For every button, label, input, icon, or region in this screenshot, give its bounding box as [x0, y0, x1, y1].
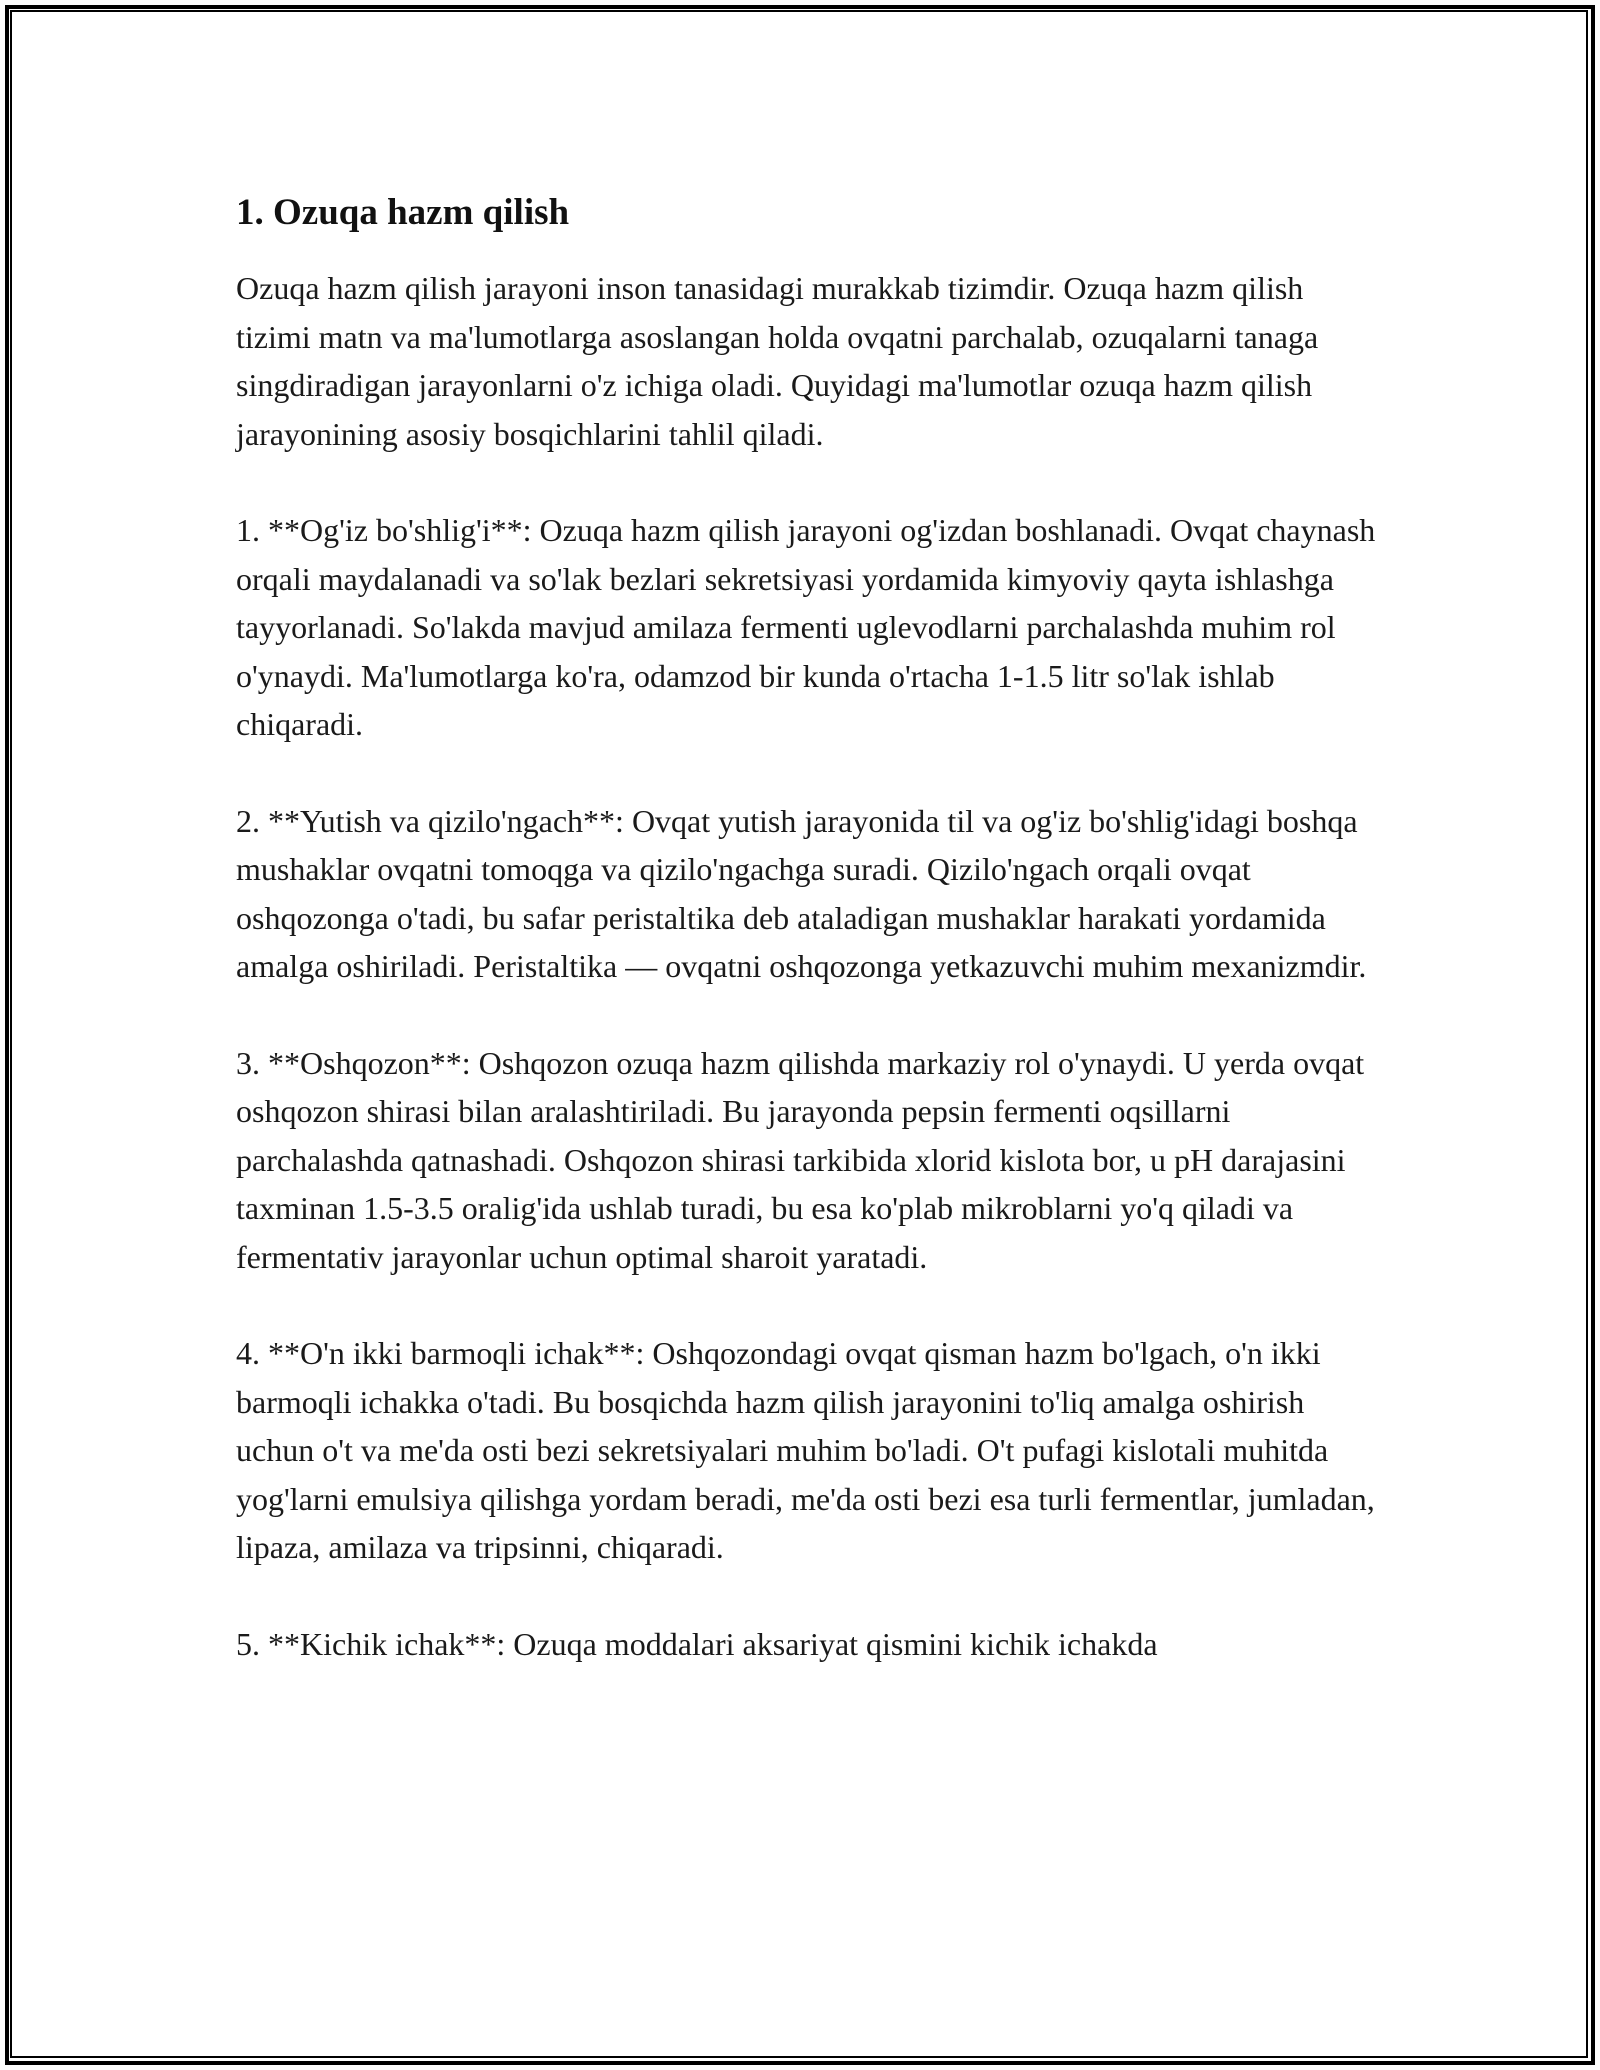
document-body: [236, 188, 1376, 1716]
section-heading: 1. Ozuqa hazm qilish: [236, 192, 570, 233]
intro-paragraph: Ozuqa hazm qilish jarayoni inson tanasidagi murakkab tizimdir. Ozuqa hazm qilish tizimi matn va ma'lumotlarga asoslangan holda ovqatni parchalab, ozuqalarni tanaga singdiradigan jarayonlarni o'z ichiga oladi. Quyidagi ma'lumotlar ozuqa hazm qilish jarayonining asosiy bosqichlarini tahlil qiladi.: [236, 270, 1319, 452]
paragraph-duodenum: 4. **O'n ikki barmoqli ichak**: Oshqozondagi ovqat qisman hazm bo'lgach, o'n ikki barmoqli ichakka o'tadi. Bu bosqichda hazm qilish jarayonini to'liq amalga oshirish uchun o't va me'da osti bezi sekretsiyalari muhim bo'ladi. O't pufagi kislotali muhitda yog'larni emulsiya qilishga yordam beradi, me'da osti bezi esa turli fermentlar, jumladan, lipaza, amilaza va tripsinni, chiqaradi.: [236, 1335, 1375, 1565]
paragraph-oral-cavity: 1. **Og'iz bo'shlig'i**: Ozuqa hazm qilish jarayoni og'izdan boshlanadi. Ovqat chaynash orqali maydalanadi va so'lak bezlari sekretsiyasi yordamida kimyoviy qayta ishlashga tayyorlanadi. So'lakda mavjud amilaza fermenti uglevodlarni parchalashda muhim rol o'ynaydi. Ma'lumotlarga ko'ra, odamzod bir kunda o'rtacha 1-1.5 litr so'lak ishlab chiqaradi.: [236, 512, 1376, 742]
paragraph-esophagus: 2. **Yutish va qizilo'ngach**: Ovqat yutish jarayonida til va og'iz bo'shlig'idagi boshqa mushaklar ovqatni tomoqga va qizilo'ngachga suradi. Qizilo'ngach orqali ovqat oshqozonga o'tadi, bu safar peristaltika deb ataladigan mushaklar harakati yordamida amalga oshiriladi. Peristaltika — ovqatni oshqozonga yetkazuvchi muhim mexanizmdir.: [236, 802, 1367, 984]
paragraph-small-intestine: 5. **Kichik ichak**: Ozuqa moddalari aksariyat qismini kichik ichakda: [236, 1625, 1158, 1662]
paragraph-stomach: 3. **Oshqozon**: Oshqozon ozuqa hazm qilishda markaziy rol o'ynaydi. U yerda ovqat oshqozon shirasi bilan aralashtiriladi. Bu jarayonda pepsin fermenti oqsillarni parchalashda qatnashadi. Oshqozon shirasi tarkibida xlorid kislota bor, u pH darajasini taxminan 1.5-3.5 oralig'ida ushlab turadi, bu esa ko'plab mikroblarni yo'q qiladi va fermentativ jarayonlar uchun optimal sharoit yaratadi.: [236, 1044, 1365, 1275]
